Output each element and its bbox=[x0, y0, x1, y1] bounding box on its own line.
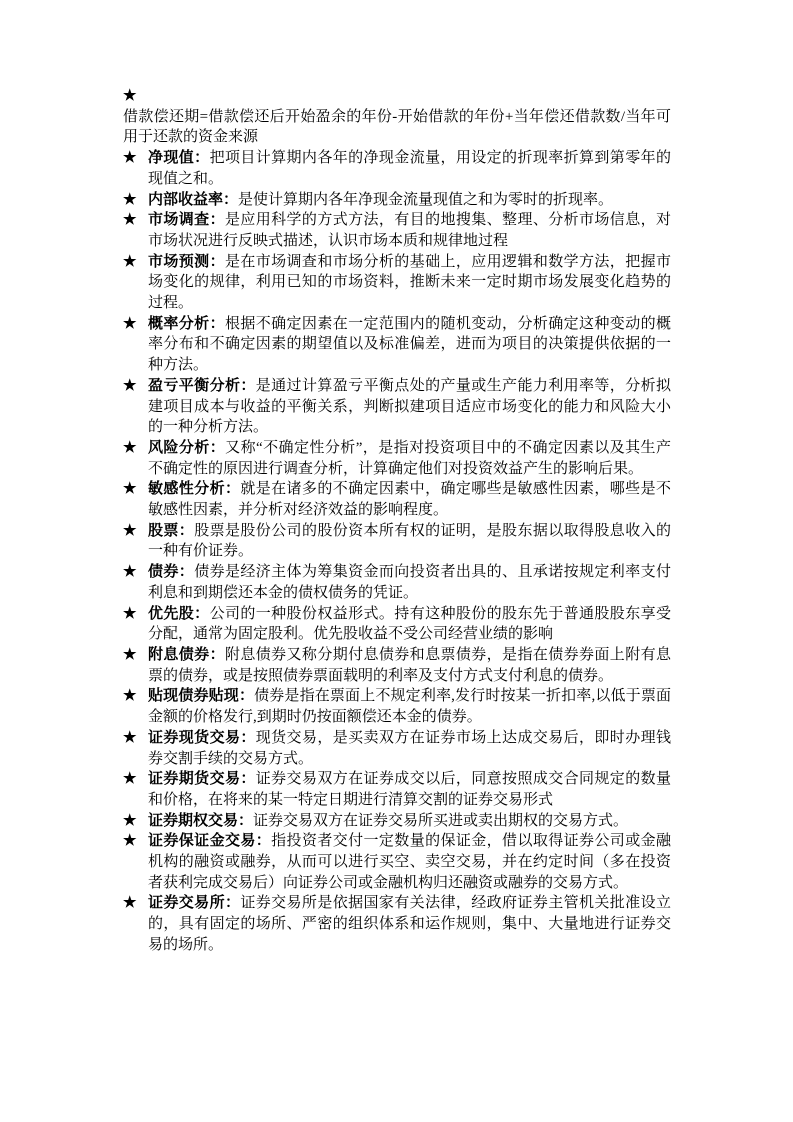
glossary-item bbox=[123, 252, 671, 314]
star-bullet-icon: ★ bbox=[123, 564, 137, 581]
star-bullet-icon: ★ bbox=[123, 253, 137, 270]
definition-text: 证券交易双方在证券交易所买进或卖出期权的交易方式。 bbox=[253, 812, 629, 829]
glossary-item bbox=[123, 728, 671, 769]
term-label: 盈亏平衡分析： bbox=[148, 377, 256, 394]
term-label: 风险分析： bbox=[148, 439, 226, 456]
star-bullet-icon: ★ bbox=[123, 833, 137, 850]
star-bullet-icon: ★ bbox=[123, 481, 137, 498]
intro-block bbox=[123, 86, 671, 148]
term-label: 股票： bbox=[148, 522, 195, 539]
definition-text: 根据不确定因素在一定范围内的随机变动，分析确定这种变动的概率分布和不确定因素的期望值以及标准偏差，进而为项目的决策提供依据的一种方法。 bbox=[148, 315, 671, 374]
glossary-item bbox=[123, 893, 671, 955]
loan-repayment-formula-text: 借款偿还期=借款偿还后开始盈余的年份-开始借款的年份+当年偿还借款数/当年可用于还款的资金来源 bbox=[123, 108, 671, 146]
glossary-list bbox=[123, 148, 671, 955]
definition-text: 是通过计算盈亏平衡点处的产量或生产能力利用率等，分析拟建项目成本与收益的平衡关系，判断拟建项目适应市场变化的能力和风险大小的一种分析方法。 bbox=[148, 377, 671, 436]
term-label: 贴现债券贴现： bbox=[148, 688, 255, 705]
term-label: 内部收益率： bbox=[148, 191, 239, 208]
star-bullet-icon: ★ bbox=[123, 212, 137, 229]
term-label: 敏感性分析： bbox=[148, 481, 241, 498]
definition-text: 现货交易，是买卖双方在证券市场上达成交易后，即时办理钱券交割手续的交易方式。 bbox=[148, 729, 671, 767]
definition-text: 是使计算期内各年净现金流量现值之和为零时的折现率。 bbox=[238, 191, 614, 208]
star-bullet-icon: ★ bbox=[123, 88, 137, 104]
definition-text: 债券是经济主体为筹集资金而向投资者出具的、且承诺按规定利率支付利息和到期偿还本金的债权债务的凭证。 bbox=[148, 564, 671, 601]
definition-text: 是应用科学的方式方法，有目的地搜集、整理、分析市场信息，对市场状况进行反映式描述，认识市场本质和规律地过程 bbox=[148, 212, 671, 249]
glossary-item bbox=[123, 190, 671, 211]
glossary-item bbox=[123, 562, 671, 603]
definition-text: 把项目计算期内各年的净现金流量，用设定的折现率折算到第零年的现值之和。 bbox=[148, 150, 671, 187]
glossary-item bbox=[123, 811, 671, 832]
definition-text: 就是在诸多的不确定因素中，确定哪些是敏感性因素，哪些是不敏感性因素，并分析对经济效益的影响程度。 bbox=[148, 481, 671, 519]
glossary-item bbox=[123, 210, 671, 251]
star-bullet-icon: ★ bbox=[123, 439, 137, 456]
term-label: 市场调查： bbox=[148, 212, 225, 229]
term-label: 市场预测： bbox=[148, 253, 225, 270]
star-bullet-icon: ★ bbox=[123, 191, 137, 208]
glossary-item bbox=[123, 604, 671, 645]
definition-text: 又称“不确定性分析”，是指对投资项目中的不确定因素以及其生产不确定性的原因进行调查分析，计算确定他们对投资效益产生的影响后果。 bbox=[148, 439, 671, 477]
definition-text: 证券交易双方在证券成交以后，同意按照成交合同规定的数量和价格，在将来的某一特定日期进行清算交割的证券交易形式 bbox=[148, 771, 671, 808]
definition-text: 指投资者交付一定数量的保证金，借以取得证券公司或金融机构的融资或融券，从而可以进行买空、卖空交易，并在约定时间（多在投资者获利完成交易后）向证券公司或金融机构归还融资或融券的交易方式。 bbox=[148, 833, 671, 891]
glossary-item bbox=[123, 645, 671, 686]
glossary-item bbox=[123, 479, 671, 520]
star-bullet-icon: ★ bbox=[123, 315, 137, 332]
star-bullet-icon: ★ bbox=[123, 150, 137, 167]
term-label: 证券现货交易： bbox=[148, 729, 256, 746]
definition-text: 是在市场调查和市场分析的基础上，应用逻辑和数学方法，把握市场变化的规律，利用已知的市场资料，推断未来一定时期市场发展变化趋势的过程。 bbox=[148, 253, 671, 312]
term-label: 净现值： bbox=[148, 150, 210, 167]
term-label: 优先股： bbox=[148, 605, 210, 622]
definition-text: 股票是股份公司的股份资本所有权的证明，是股东据以取得股息收入的一种有价证券。 bbox=[148, 522, 671, 560]
star-bullet-icon: ★ bbox=[123, 605, 137, 622]
star-bullet-icon: ★ bbox=[123, 895, 137, 912]
term-label: 证券保证金交易： bbox=[148, 833, 272, 850]
star-bullet-icon: ★ bbox=[123, 646, 137, 663]
glossary-item bbox=[123, 376, 671, 438]
star-bullet-icon: ★ bbox=[123, 688, 137, 705]
glossary-item bbox=[123, 769, 671, 810]
term-label: 证券交易所： bbox=[148, 895, 241, 912]
glossary-item bbox=[123, 831, 671, 893]
glossary-item bbox=[123, 314, 671, 376]
glossary-item bbox=[123, 686, 671, 727]
star-bullet-icon: ★ bbox=[123, 729, 137, 746]
term-label: 概率分析： bbox=[148, 315, 225, 332]
definition-text: 债券是指在票面上不规定利率,发行时按某一折扣率,以低于票面金额的价格发行,到期时仍按面额偿还本金的债券。 bbox=[148, 688, 671, 726]
star-bullet-icon: ★ bbox=[123, 812, 137, 829]
term-label: 证券期权交易： bbox=[148, 812, 254, 829]
definition-text: 公司的一种股份权益形式。持有这种股份的股东先于普通股股东享受分配，通常为固定股利。优先股收益不受公司经营业绩的影响 bbox=[148, 605, 671, 643]
star-bullet-icon: ★ bbox=[123, 377, 137, 394]
definition-text: 证券交易所是依据国家有关法律，经政府证券主管机关批准设立的，具有固定的场所、严密的组织体系和运作规则，集中、大量地进行证券交易的场所。 bbox=[148, 895, 671, 953]
glossary-item bbox=[123, 438, 671, 479]
definition-text: 附息债券又称分期付息债券和息票债券，是指在债券券面上附有息票的债券，或是按照债券票面载明的利率及支付方式支付利息的债券。 bbox=[148, 646, 671, 684]
term-label: 证券期货交易： bbox=[148, 771, 256, 788]
term-label: 附息债券： bbox=[148, 646, 225, 663]
term-label: 债券： bbox=[148, 564, 195, 581]
star-bullet-icon: ★ bbox=[123, 771, 137, 788]
star-bullet-icon: ★ bbox=[123, 522, 137, 539]
glossary-item bbox=[123, 148, 671, 189]
glossary-item bbox=[123, 521, 671, 562]
